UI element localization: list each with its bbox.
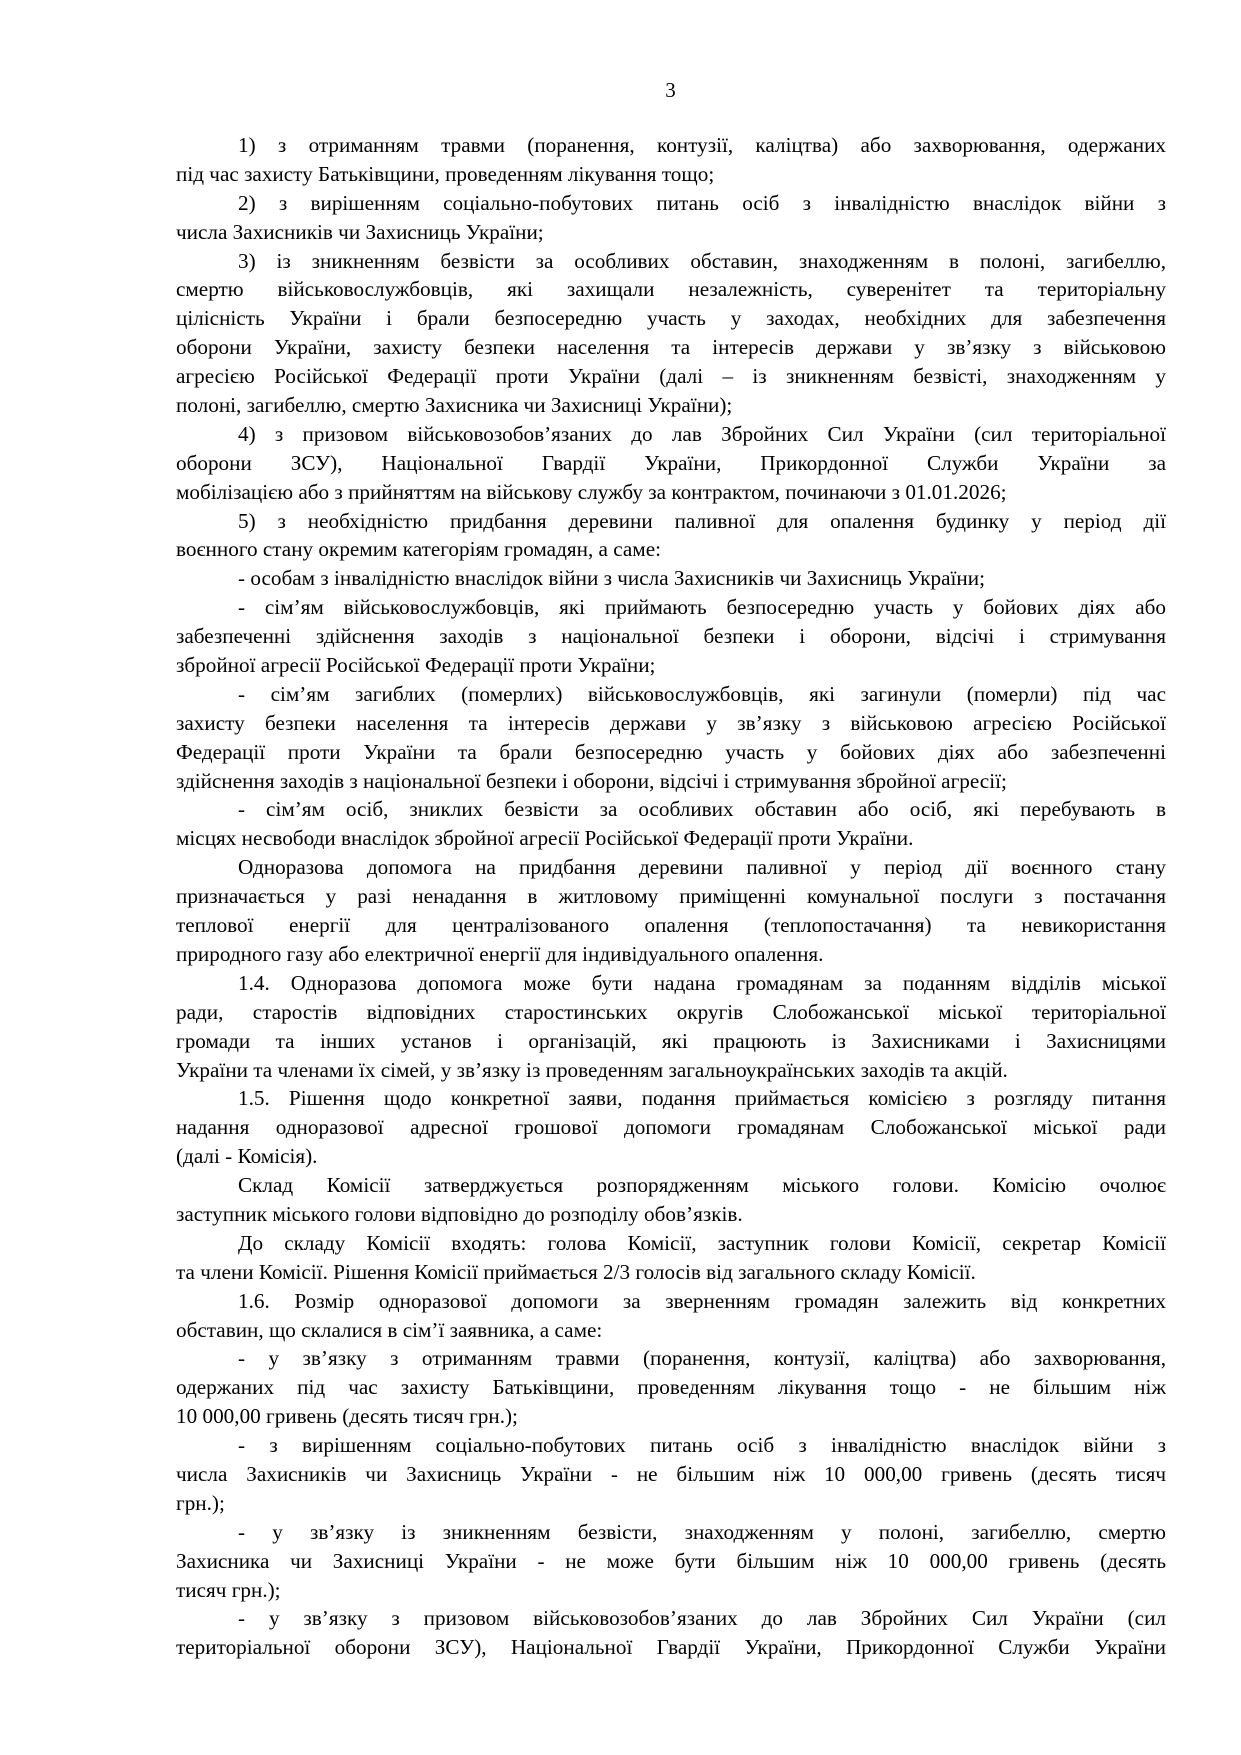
text-line: цілісність України і брали безпосередню участь у заходах, необхідних для забезпечення	[176, 306, 1166, 331]
text-line: теплової енергії для централізованого опалення (теплопостачання) та невикористання	[176, 913, 1166, 938]
text-line: грн.);	[176, 1490, 225, 1515]
text-line: під час захисту Батьківщини, проведенням лікування тощо;	[176, 161, 715, 186]
paragraph-first-line: 3) із зникненням безвісти за особливих обставин, знаходженням в полоні, загибеллю,	[238, 248, 1166, 273]
text-line: мобілізацією або з прийняттям на військову службу за контрактом, починаючи з 01.01.2026;	[176, 479, 1007, 504]
paragraph-first-line: 1) з отриманням травми (поранення, контузії, каліцтва) або захворювання, одержаних	[238, 133, 1166, 157]
text-line: України та членами їх сімей, у зв’язку із проведенням загальноукраїнських заходів та акцій.	[176, 1057, 1008, 1082]
text-line: природного газу або електричної енергії для індивідуального опалення.	[176, 941, 824, 966]
text-line: та члени Комісії. Рішення Комісії приймається 2/3 голосів від загального складу Комісії.	[176, 1259, 976, 1284]
text-line: агресією Російської Федерації проти України (далі – із зникненням безвісті, знаходженням у	[176, 364, 1166, 389]
paragraph-first-line: - у зв’язку з отриманням травми (поранення, контузії, каліцтва) або захворювання,	[238, 1346, 1166, 1371]
text-line: здійснення заходів з національної безпеки і оборони, відсічі і стримування збройної агресії;	[176, 768, 1007, 793]
paragraph-first-line: 4) з призовом військовозобов’язаних до лав Збройних Сил України (сил територіальної	[238, 421, 1166, 446]
text-line: Захисника чи Захисниці України - не може бути більшим ніж 10 000,00 гривень (десять	[176, 1548, 1166, 1573]
text-line: місцях несвободи внаслідок збройної агресії Російської Федерації проти України.	[176, 826, 914, 851]
text-line: одержаних під час захисту Батьківщини, проведенням лікування тощо - не більшим ніж	[176, 1375, 1166, 1400]
paragraph-first-line: 1.4. Одноразова допомога може бути надана громадянам за поданням відділів міської	[238, 970, 1166, 995]
text-line: збройної агресії Російської Федерації проти України;	[176, 653, 656, 678]
text-line: полоні, загибеллю, смертю Захисника чи Захисниці України);	[176, 393, 733, 418]
text-line: громади та інших установ і організацій, які працюють із Захисниками і Захисницями	[176, 1028, 1166, 1053]
page-number: 3	[665, 78, 676, 102]
paragraph-first-line: - сім’ям осіб, зниклих безвісти за особливих обставин або осіб, які перебувають в	[238, 797, 1166, 822]
paragraph-first-line: До складу Комісії входять: голова Комісії, заступник голови Комісії, секретар Комісії	[238, 1230, 1166, 1255]
text-line: тисяч грн.);	[176, 1577, 281, 1602]
paragraph-first-line: - з вирішенням соціально-побутових питань осіб з інвалідністю внаслідок війни з	[238, 1433, 1166, 1458]
document-body	[176, 131, 1166, 1662]
text-line: воєнного стану окремим категоріям громадян, а саме:	[176, 537, 662, 562]
paragraph-first-line: Склад Комісії затверджується розпорядженням міського голови. Комісію очолює	[238, 1173, 1166, 1198]
paragraph-first-line: - сім’ям військовослужбовців, які приймають безпосередню участь у бойових діях або	[238, 595, 1166, 620]
paragraph-first-line: - особам з інвалідністю внаслідок війни з числа Захисників чи Захисниць України;	[238, 566, 985, 591]
text-line: Федерації проти України та брали безпосередню участь у бойових діях або забезпеченні	[176, 739, 1166, 764]
text-line: оборони України, захисту безпеки населення та інтересів держави у зв’язку з військовою	[176, 335, 1166, 360]
paragraph-first-line: Одноразова допомога на придбання деревини паливної у період дії воєнного стану	[238, 855, 1166, 880]
paragraph-first-line: 2) з вирішенням соціально-побутових питань осіб з інвалідністю внаслідок війни з	[238, 190, 1166, 215]
text-line: числа Захисників чи Захисниць України;	[176, 219, 544, 244]
text-line: захисту безпеки населення та інтересів держави у зв’язку з військовою агресією Російської	[176, 710, 1166, 735]
text-line: територіальної оборони ЗСУ), Національної Гвардії України, Прикордонної Служби України	[176, 1635, 1166, 1660]
text-line: 10 000,00 гривень (десять тисяч грн.);	[176, 1404, 518, 1429]
text-line: призначається у разі ненадання в житловому приміщенні комунальної послуги з постачання	[176, 884, 1166, 909]
paragraph-first-line: 1.6. Розмір одноразової допомоги за зверненням громадян залежить від конкретних	[238, 1288, 1166, 1313]
paragraph-first-line: - у зв’язку із зникненням безвісти, знаходженням у полоні, загибеллю, смертю	[238, 1519, 1166, 1544]
text-line: ради, старостів відповідних старостинських округів Слобожанської міської територіальної	[176, 999, 1166, 1024]
text-line: забезпеченні здійснення заходів з національної безпеки і оборони, відсічі і стримування	[176, 624, 1166, 649]
text-line: (далі - Комісія).	[176, 1144, 318, 1169]
paragraph-first-line: - сім’ям загиблих (померлих) військовослужбовців, які загинули (померли) під час	[238, 681, 1166, 706]
paragraph-first-line: 1.5. Рішення щодо конкретної заяви, подання приймається комісією з розгляду питання	[238, 1086, 1166, 1111]
paragraph-first-line: - у зв’язку з призовом військовозобов’язаних до лав Збройних Сил України (сил	[238, 1606, 1166, 1631]
text-line: обставин, що склалися в сім’ї заявника, а саме:	[176, 1317, 603, 1342]
paragraph-first-line: 5) з необхідністю придбання деревини паливної для опалення будинку у період дії	[238, 508, 1166, 533]
text-line: оборони ЗСУ), Національної Гвардії України, Прикордонної Служби України за	[176, 450, 1166, 475]
text-line: числа Захисників чи Захисниць України - не більшим ніж 10 000,00 гривень (десять тисяч	[176, 1461, 1166, 1486]
text-line: надання одноразової адресної грошової допомоги громадянам Слобожанської міської ради	[176, 1115, 1166, 1140]
text-line: смертю військовослужбовців, які захищали незалежність, суверенітет та територіальну	[176, 277, 1166, 302]
text-line: заступник міського голови відповідно до розподілу обов’язків.	[176, 1201, 743, 1226]
